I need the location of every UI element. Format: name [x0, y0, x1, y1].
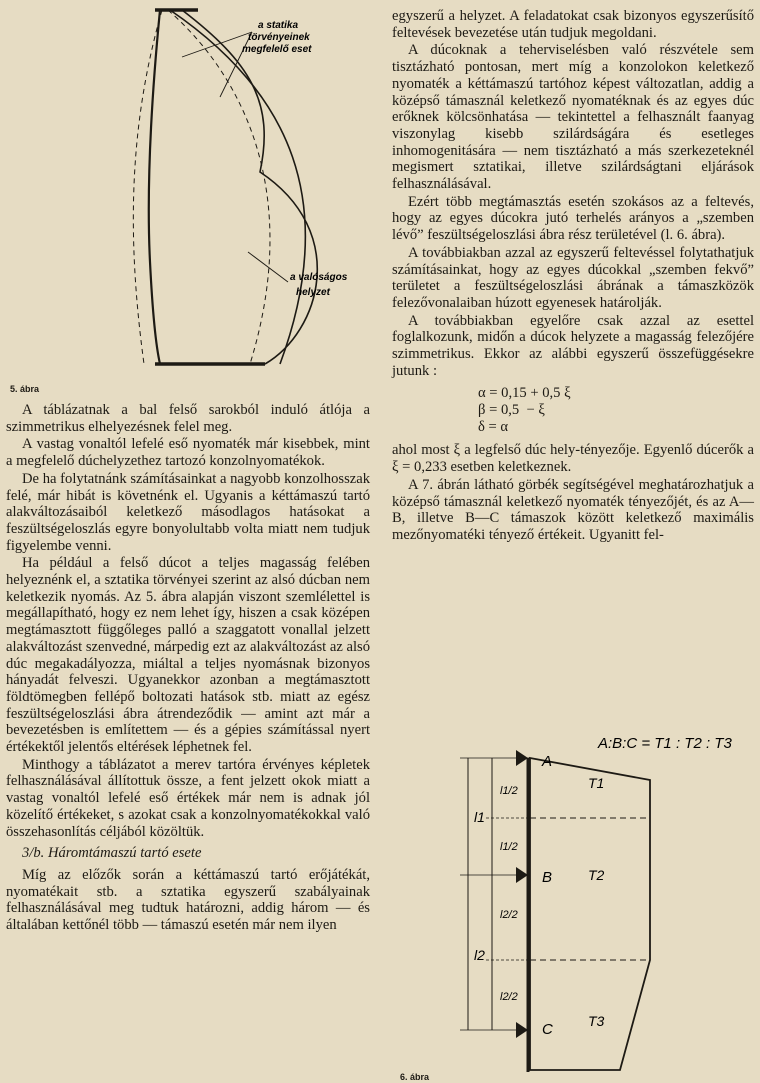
paragraph: A táblázatnak a bal felső sarokból induló átlója a szimmetrikus elhelyezésnek felel meg. [6, 402, 370, 435]
paragraph: Minthogy a táblázatot a merev tartóra érvényes képletek felhasználásával állítottuk össze, a fent jelzett okok miatt a vastag vonaltól lefelé eső értékek már nem is adnak jól közelítő értékeket, s azokat csak a konzolnyomatékokkal való összehasonlítás céljából közöltük. [6, 756, 370, 840]
paragraph: egyszerű a helyzet. A feladatokat csak bizonyos egyszerűsítő feltevések bevezetése után tudjuk megoldani. [392, 8, 754, 41]
right-column [392, 8, 754, 544]
paragraph: ahol most ξ a legfelső dúc hely-tényezője. Egyenlő dúcerők a ξ = 0,233 esetben keletkeznek. [392, 442, 754, 476]
paragraph: A továbbiakban azzal az egyszerű feltevéssel folytathatjuk számításainkat, hogy az egyes dúcokkal „szemben fekvő” területet a feszültségeloszlási ábrának a támaszközök felezővonalaiban húzott egyenesek határolják. [392, 244, 754, 311]
figure-6-ratio-label: A:B:C = T1 : T2 : T3 [598, 735, 732, 752]
half-label: l1/2 [500, 785, 518, 797]
paragraph: A dúcoknak a teherviselésben való részvétele sem tisztázható pontosan, mert míg a konzolokon keletkező nyomaték a kéttámaszú tartóhoz képest változatlan, addig a középső támasznál keletkező nyomatéknak és az egyes dúc erőknek kölcsönhatása — tekintettel a felhasznált faanyag viszonylag kisebb szilárdságára és esetleges inhomogenitására — nem tisztázható a más szerkezeteknél megismert sztatikai, illetve szilárdságtani eljárások felhasználásával. [392, 42, 754, 193]
figure-5 [100, 2, 390, 394]
figure-6-caption: 6. ábra [400, 1072, 430, 1082]
paragraph: De ha folytatnánk számításainkat a nagyobb konzolhosszak felé, már hibát is követnénk el. Ugyanis a kéttámaszú tartó alakváltozásaiból keletkező másodlagos hatásokat a feszültségeloszlás egyre bonyolultabb volta miatt nem tudjuk figyelembe venni. [6, 470, 370, 554]
equation-delta: δ = α [478, 419, 509, 436]
half-label: l2/2 [500, 909, 518, 921]
support-a-marker [516, 750, 528, 766]
paragraph: Míg az előzők során a kéttámaszú tartó erőjátékát, nyomatékait stb. a sztatika egyszerű szabályainak felhasználásával meg tudtuk határozni, addig három — és általában kettőnél több — támaszú esetén már nem ilyen [6, 866, 370, 934]
equation-beta: β = 0,5 − ξ [478, 402, 545, 419]
area-label-t3: T3 [588, 1013, 605, 1029]
support-label-b: B [542, 869, 553, 886]
half-label: l1/2 [500, 841, 518, 853]
paragraph: Ha például a felső dúcot a teljes magasság felében helyeznénk el, a sztatika törvényei szerint az alsó dúcban nem keletkezik nyomás. Az 5. ábra alapján viszont szemlélettel is megállapítható, hogy ez nem lehet így, hiszen a csak középen megtámasztott függőleges palló a szaggatott vonallal jelzett alakváltozást szenvedné, márpedig ezt az alakváltozást az alsó dúc megakadályozza, miáltal a teljes nyomásnak bizonyos hányadát felveszi. Ugyanekkor azonban a megtámasztott földtömegben fellépő boltozati hatások stb. miatt az egész feszültségeloszlási ábra átrendeződik — amint azt már a bevezetésben is említettem — és a gépies számítással nyert értékektől jelentős eltérések léphetnek fel. [6, 555, 370, 756]
section-heading: 3/b. Háromtámaszú tartó esete [22, 845, 202, 862]
area-label-t2: T2 [588, 867, 605, 883]
support-c-marker [516, 1022, 528, 1038]
figure-5-plank [149, 10, 160, 364]
dim-label-l1: l1 [474, 809, 485, 825]
dim-label-l2: l2 [474, 947, 485, 963]
paragraph: A továbbiakban egyelőre csak azzal az esettel foglalkozunk, midőn a dúcok helyzete a magasság felezőjére szimmetrikus. Ekkor az alábbi egyszerű összefüggésekre jutunk : [392, 312, 754, 379]
area-label-t1: T1 [588, 775, 605, 791]
figure-5-caption: 5. ábra [10, 384, 40, 394]
figure-6 [430, 730, 750, 1083]
left-column [6, 402, 370, 934]
support-b-marker [516, 867, 528, 883]
support-label-a: A [542, 753, 553, 770]
equations [478, 385, 754, 436]
figure-5-dashed-deformation [133, 10, 162, 364]
paragraph: A 7. ábrán látható görbék segítségével meghatározhatjuk a középső támasznál keletkező nyomaték tényezőjét, és az A—B, illetve B—C támaszok között keletkező maximális mezőnyomatéki tényező értékeit. Ugyanitt fel- [392, 476, 754, 543]
half-label: l2/2 [500, 991, 518, 1003]
support-label-c: C [542, 1021, 553, 1038]
paragraph: Ezért több megtámasztás esetén szokásos az a feltevés, hogy az egyes dúcokra jutó terhelés arányos a „szemben lévő” feszültségeloszlási ábra rész területével (l. 6. ábra). [392, 193, 754, 244]
equation-alpha: α = 0,15 + 0,5 ξ [478, 385, 571, 402]
figure-5-label-bottom: a valóságos helyzet [290, 272, 348, 298]
paragraph: A vastag vonaltól lefelé eső nyomaték már kisebbek, mint a megfelelő dúchelyzethez tartozó konzolnyomatékok. [6, 436, 370, 470]
figure-5-dashed-real [168, 10, 270, 364]
figure-5-label-top: a statika törvényeinek megfelelő eset [242, 20, 312, 55]
